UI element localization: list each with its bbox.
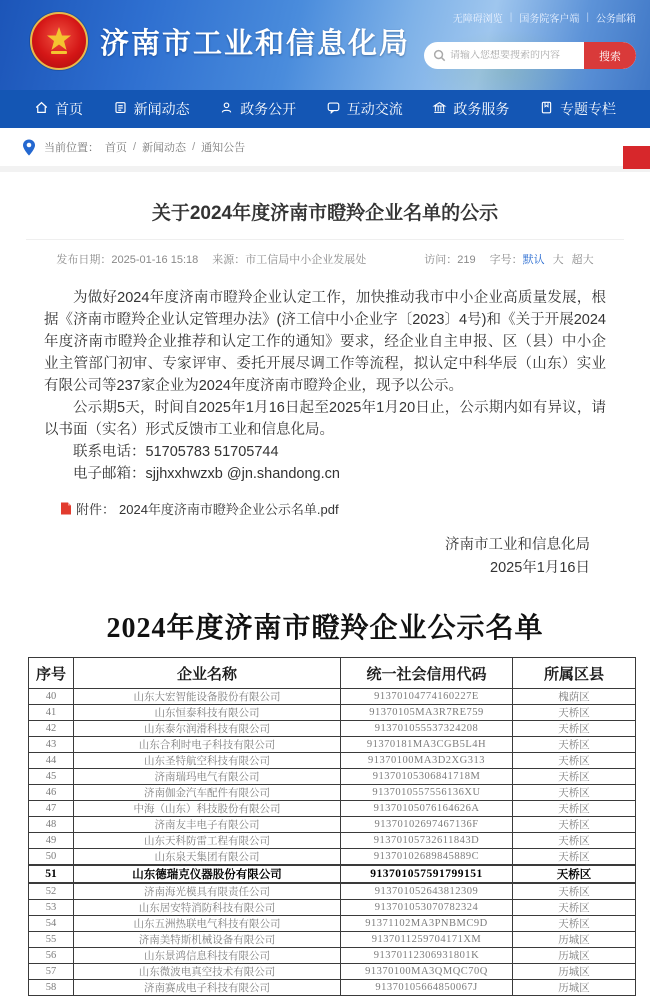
cell-code: 91370105MA3R7RE759 [341, 705, 513, 721]
table-row [29, 705, 636, 721]
cell-dist: 天桥区 [513, 900, 636, 916]
cell-dist: 历城区 [513, 932, 636, 948]
cell-code: 91371102MA3PNBMC9D [341, 916, 513, 932]
signature-block [0, 518, 650, 580]
search-input[interactable] [450, 50, 584, 61]
cell-no: 44 [29, 753, 74, 769]
cell-dist: 天桥区 [513, 817, 636, 833]
cell-dist: 天桥区 [513, 916, 636, 932]
cell-code: 91370100MA3D2XG313 [341, 753, 513, 769]
cell-code: 91370105664850067J [341, 980, 513, 996]
top-link[interactable]: 公务邮箱 [596, 14, 636, 25]
article-body [0, 277, 650, 441]
cell-code: 913701055537324208 [341, 721, 513, 737]
contact-email: sjjhxxhwzxb @jn.shandong.cn [145, 466, 340, 482]
contact-email-label: 电子邮箱： [73, 466, 146, 482]
disclosure-icon [219, 100, 234, 118]
company-table-body [29, 689, 636, 996]
paragraph: 公示期5天，时间自2025年1月16日起至2025年1月20日止，公示期内如有异议，请以书面（实名）形式反馈市工业和信息化局。 [44, 400, 606, 438]
cell-no: 48 [29, 817, 74, 833]
cell-name: 山东恒泰科技有限公司 [74, 705, 341, 721]
article-title: 关于2024年度济南市瞪羚企业名单的公示 [151, 203, 499, 224]
cell-dist: 历城区 [513, 980, 636, 996]
visit-count: 访问：219 [424, 254, 476, 266]
cell-code: 913701057591799151 [341, 865, 513, 883]
cell-name: 山东泰尔润滑科技有限公司 [74, 721, 341, 737]
contact-phone-line [0, 441, 650, 463]
floating-red-tab[interactable] [623, 146, 650, 169]
table-row [29, 980, 636, 996]
pdf-icon [60, 502, 72, 515]
site-header [0, 0, 650, 90]
cell-name: 济南伽金汽车配件有限公司 [74, 785, 341, 801]
cell-no: 49 [29, 833, 74, 849]
cell-code: 91370105306841718M [341, 769, 513, 785]
cell-dist: 天桥区 [513, 769, 636, 785]
cell-code: 913701053070782324 [341, 900, 513, 916]
header-top-links: 无障碍浏览 | 国务院客户端 | 公务邮箱 [452, 12, 636, 25]
news-icon [113, 100, 128, 118]
search-icon [433, 49, 446, 62]
doc-table-title: 2024年度济南市瞪羚企业公示名单 [106, 613, 544, 644]
top-link[interactable]: 无障碍浏览 [452, 14, 503, 25]
cell-no: 51 [29, 865, 74, 883]
cell-no: 45 [29, 769, 74, 785]
breadcrumb-link[interactable]: 通知公告 [201, 142, 246, 154]
contact-phone-label: 联系电话： [73, 444, 146, 460]
cell-code: 91370112306931801K [341, 948, 513, 964]
table-row [29, 865, 636, 883]
breadcrumb: 当前位置： 首页 / 新闻动态 / 通知公告 [44, 141, 246, 154]
cell-code: 91370100MA3QMQC70Q [341, 964, 513, 980]
cell-dist: 天桥区 [513, 833, 636, 849]
cell-code: 91370105076164626A [341, 801, 513, 817]
cell-no: 56 [29, 948, 74, 964]
table-row [29, 964, 636, 980]
breadcrumb-row [0, 128, 650, 166]
header-name: 企业名称 [74, 658, 341, 689]
header-district: 所属区县 [513, 658, 636, 689]
fontsize-option[interactable]: 超大 [571, 254, 594, 266]
national-emblem-icon [30, 12, 88, 70]
cell-name: 山东圣特航空科技有限公司 [74, 753, 341, 769]
cell-no: 40 [29, 689, 74, 705]
signature-date: 2025年1月16日 [490, 560, 590, 576]
cell-dist: 天桥区 [513, 721, 636, 737]
cell-dist: 历城区 [513, 964, 636, 980]
cell-dist: 天桥区 [513, 801, 636, 817]
cell-no: 50 [29, 849, 74, 866]
article-content [0, 172, 650, 996]
cell-name: 济南海光模具有限责任公司 [74, 883, 341, 900]
header-no: 序号 [29, 658, 74, 689]
paragraph: 为做好2024年度济南市瞪羚企业认定工作，加快推动我市中小企业高质量发展，根据《济南市瞪羚企业认定管理办法》(济工信中小企业字〔2023〕4号)和《关于开展2024年度济南市瞪羚企业推荐和认定工作的通知》要求，经企业自主申报、区（县）中小企业主管部门初审、专家评审、委托开展尽调工作等流程，拟认定中科华辰（山东）实业有限公司等237家企业为2024年度济南市瞪羚企业，现予以公示。 [44, 290, 606, 394]
fontsize-option[interactable]: 默认 [522, 254, 545, 266]
table-row [29, 737, 636, 753]
cell-no: 46 [29, 785, 74, 801]
home-icon [34, 100, 49, 118]
cell-name: 济南瑞玛电气有限公司 [74, 769, 341, 785]
cell-code: 91370104774160227E [341, 689, 513, 705]
cell-no: 57 [29, 964, 74, 980]
chat-icon [326, 100, 341, 118]
top-link[interactable]: 国务院客户端 [519, 14, 580, 25]
cell-code: 91370102689845889C [341, 849, 513, 866]
cell-name: 中海（山东）科技股份有限公司 [74, 801, 341, 817]
table-row [29, 785, 636, 801]
cell-name: 山东天科防雷工程有限公司 [74, 833, 341, 849]
cell-no: 55 [29, 932, 74, 948]
fontsize-options [523, 251, 594, 267]
nav-item-新闻动态[interactable] [113, 99, 190, 119]
cell-name: 山东景鸿信息科技有限公司 [74, 948, 341, 964]
publish-date: 发布日期：2025-01-16 15:18 [56, 254, 199, 266]
nav-item-label: 新闻动态 [133, 101, 190, 117]
brand [30, 12, 410, 70]
table-row [29, 833, 636, 849]
header-code: 统一社会信用代码 [341, 658, 513, 689]
breadcrumb-link[interactable]: 新闻动态 [142, 142, 187, 154]
table-header-row [29, 658, 636, 689]
table-row [29, 948, 636, 964]
cell-name: 济南赛成电子科技有限公司 [74, 980, 341, 996]
table-row [29, 883, 636, 900]
cell-code: 9137010557556136XU [341, 785, 513, 801]
cell-no: 58 [29, 980, 74, 996]
cell-no: 54 [29, 916, 74, 932]
cell-no: 42 [29, 721, 74, 737]
nav-item-政务服务[interactable] [432, 99, 509, 119]
attachment-link[interactable]: 2024年度济南市瞪羚企业公示名单.pdf [119, 502, 339, 517]
nav-item-互动交流[interactable] [326, 99, 403, 119]
bank-icon [432, 100, 447, 118]
cell-name: 济南友丰电子有限公司 [74, 817, 341, 833]
cell-no: 53 [29, 900, 74, 916]
cell-name: 山东微波电真空技术有限公司 [74, 964, 341, 980]
fontsize-control [490, 251, 594, 267]
location-pin-icon [22, 139, 36, 156]
cell-name: 山东五洲热联电气科技有限公司 [74, 916, 341, 932]
search-button[interactable]: 搜索 [584, 42, 636, 69]
cell-code: 91370102697467136F [341, 817, 513, 833]
fontsize-label: 字号： [489, 254, 523, 266]
attachment-label: 附件： [76, 502, 116, 517]
source: 来源：市工信局中小企业发展处 [212, 254, 367, 266]
cell-dist: 天桥区 [513, 753, 636, 769]
cell-name: 山东居安特消防科技有限公司 [74, 900, 341, 916]
contact-email-line [0, 463, 650, 485]
table-row [29, 932, 636, 948]
article-meta [26, 239, 624, 277]
company-table [28, 657, 636, 996]
cell-code: 91370105732611843D [341, 833, 513, 849]
cell-dist: 天桥区 [513, 785, 636, 801]
nav-item-政务公开[interactable] [219, 99, 296, 119]
cell-no: 47 [29, 801, 74, 817]
cell-dist: 天桥区 [513, 883, 636, 900]
nav-item-首页[interactable] [34, 99, 83, 119]
fontsize-option[interactable]: 大 [552, 254, 564, 266]
table-row [29, 689, 636, 705]
cell-no: 41 [29, 705, 74, 721]
table-row [29, 817, 636, 833]
column-icon [539, 100, 554, 118]
cell-dist: 历城区 [513, 948, 636, 964]
breadcrumb-link[interactable]: 首页 [105, 142, 127, 154]
cell-dist: 天桥区 [513, 705, 636, 721]
attachment-row [0, 485, 650, 518]
nav-item-label: 专题专栏 [559, 101, 616, 117]
cell-dist: 天桥区 [513, 849, 636, 866]
cell-dist: 槐荫区 [513, 689, 636, 705]
table-row [29, 916, 636, 932]
cell-name: 山东大宏智能设备股份有限公司 [74, 689, 341, 705]
cell-name: 山东德瑞克仪器股份有限公司 [74, 865, 341, 883]
nav-item-label: 政务服务 [453, 101, 510, 117]
table-row [29, 849, 636, 866]
cell-name: 济南美特斯机械设备有限公司 [74, 932, 341, 948]
cell-name: 山东合利时电子科技有限公司 [74, 737, 341, 753]
cell-name: 山东泉天集团有限公司 [74, 849, 341, 866]
site-title: 济南市工业和信息化局 [100, 27, 411, 60]
contact-phone: 51705783 51705744 [145, 444, 279, 460]
cell-dist: 天桥区 [513, 737, 636, 753]
cell-dist: 天桥区 [513, 865, 636, 883]
nav-item-label: 政务公开 [240, 101, 297, 117]
cell-no: 52 [29, 883, 74, 900]
table-row [29, 900, 636, 916]
table-row [29, 753, 636, 769]
table-row [29, 769, 636, 785]
cell-code: 913701052643812309 [341, 883, 513, 900]
cell-code: 9137011259704171XM [341, 932, 513, 948]
table-row [29, 721, 636, 737]
cell-code: 91370181MA3CGB5L4H [341, 737, 513, 753]
search-bar [424, 42, 636, 69]
nav-item-label: 首页 [55, 101, 83, 117]
main-nav [0, 90, 650, 128]
cell-no: 43 [29, 737, 74, 753]
nav-item-label: 互动交流 [346, 101, 403, 117]
table-row [29, 801, 636, 817]
nav-item-专题专栏[interactable] [539, 99, 616, 119]
signature-org: 济南市工业和信息化局 [445, 537, 590, 553]
